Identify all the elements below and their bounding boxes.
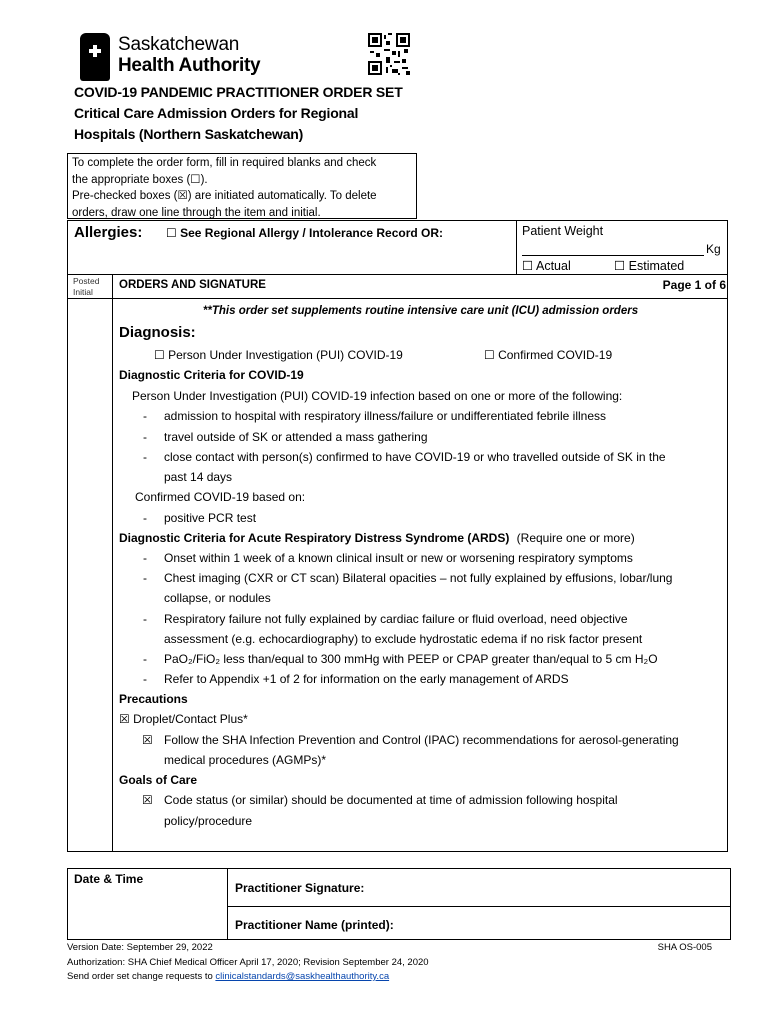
pui-checkbox[interactable]: ☐ Person Under Investigation (PUI) COVID-19 xyxy=(154,348,403,362)
allergies-label: Allergies: xyxy=(74,224,143,241)
instructions-box xyxy=(67,153,417,219)
bullet-dash: - xyxy=(143,612,147,626)
pui-item-cont: past 14 days xyxy=(164,470,233,484)
orders-header: ORDERS AND SIGNATURE xyxy=(119,279,266,291)
posted-label: Posted xyxy=(73,276,100,286)
divider xyxy=(227,906,731,907)
ards-item: Chest imaging (CXR or CT scan) Bilateral opacities – not fully explained by effusions, lobar/lung xyxy=(164,571,673,585)
initial-label: Initial xyxy=(73,287,93,297)
ards-item-cont: collapse, or nodules xyxy=(164,591,271,605)
ards-heading-line xyxy=(119,528,635,548)
confirmed-checkbox[interactable]: ☐ Confirmed COVID-19 xyxy=(484,348,613,362)
ards-item: Respiratory failure not fully explained by cardiac failure or fluid overload, need objective xyxy=(164,612,628,626)
instruction-line: Pre-checked boxes (☒) are initiated automatically. To delete xyxy=(72,190,377,202)
pui-item: admission to hospital with respiratory illness/failure or undifferentiated febrile illness xyxy=(164,409,606,423)
send-requests xyxy=(67,971,389,983)
date-time-field[interactable]: Date & Time xyxy=(74,872,144,886)
version-date: Version Date: September 29, 2022 xyxy=(67,942,213,953)
patient-weight-label: Patient Weight xyxy=(522,224,604,238)
instruction-line: orders, draw one line through the item and initial. xyxy=(72,206,321,219)
ards-item: PaO₂/FiO₂ less than/equal to 300 mmHg with PEEP or CPAP greater than/equal to 5 cm H₂O xyxy=(164,652,658,666)
sha-logo-icon xyxy=(80,33,110,81)
pui-intro: Person Under Investigation (PUI) COVID-19 infection based on one or more of the following: xyxy=(132,389,623,403)
divider xyxy=(227,868,228,940)
bullet-dash: - xyxy=(143,430,147,444)
code-status-text-cont: policy/procedure xyxy=(164,814,253,828)
confirmed-intro: Confirmed COVID-19 based on: xyxy=(135,490,306,504)
bullet-dash: - xyxy=(143,672,147,686)
practitioner-name-field[interactable]: Practitioner Name (printed): xyxy=(235,918,394,932)
pui-item: travel outside of SK or attended a mass gathering xyxy=(164,430,428,444)
bullet-dash: - xyxy=(143,571,147,585)
signature-box xyxy=(67,868,731,940)
supplement-note: **This order set supplements routine intensive care unit (ICU) admission orders xyxy=(202,305,639,317)
ards-note: (Require one or more) xyxy=(516,531,635,545)
precautions-heading: Precautions xyxy=(119,692,188,706)
page-indicator: Page 1 of 6 xyxy=(662,278,726,292)
practitioner-signature-field[interactable]: Practitioner Signature: xyxy=(235,881,365,895)
weight-estimated-checkbox[interactable]: ☐ Estimated xyxy=(614,259,685,273)
ards-item: Onset within 1 week of a known clinical insult or new or worsening respiratory symptoms xyxy=(164,551,633,565)
ards-item-cont: assessment (e.g. echocardiography) to exclude hydrostatic edema if no risk factor present xyxy=(164,632,643,646)
pui-item: close contact with person(s) confirmed to have COVID-19 or who travelled outside of SK in the xyxy=(164,450,666,464)
divider xyxy=(112,274,113,852)
criteria-heading: Diagnostic Criteria for COVID-19 xyxy=(119,368,304,382)
patient-weight-field[interactable] xyxy=(522,255,704,256)
brand-line-2: Health Authority xyxy=(118,55,261,76)
qr-code-icon xyxy=(368,33,410,75)
diagnosis-heading: Diagnosis: xyxy=(119,324,196,341)
divider xyxy=(516,220,517,274)
brand-line-1: Saskatchewan xyxy=(118,34,240,55)
ipac-text-cont: medical procedures (AGMPs)* xyxy=(164,753,327,767)
ards-item: Refer to Appendix +1 of 2 for information on the early management of ARDS xyxy=(164,672,569,686)
goals-heading: Goals of Care xyxy=(119,773,198,787)
send-prefix: Send order set change requests to xyxy=(67,971,216,982)
droplet-contact-checkbox[interactable]: ☒ Droplet/Contact Plus* xyxy=(119,712,248,726)
authorization: Authorization: SHA Chief Medical Officer April 17, 2020; Revision September 24, 2020 xyxy=(67,957,429,968)
form-title: COVID-19 PANDEMIC PRACTITIONER ORDER SET xyxy=(74,84,403,100)
ipac-text: Follow the SHA Infection Prevention and Control (IPAC) recommendations for aerosol-generating xyxy=(164,733,679,747)
ards-heading: Diagnostic Criteria for Acute Respiratory Distress Syndrome (ARDS) xyxy=(119,531,510,545)
email-link[interactable]: clinicalstandards@saskhealthauthority.ca xyxy=(215,971,390,982)
bullet-dash: - xyxy=(143,551,147,565)
bullet-dash: - xyxy=(143,409,147,423)
ipac-checkbox[interactable]: ☒ xyxy=(142,733,153,747)
divider xyxy=(67,298,728,299)
posted-initial-header xyxy=(73,276,99,298)
allergy-record-checkbox[interactable]: ☐ See Regional Allergy / Intolerance Record OR: xyxy=(166,226,444,240)
bullet-dash: - xyxy=(143,450,147,464)
code-status-text: Code status (or similar) should be documented at time of admission following hospital xyxy=(164,793,618,807)
bullet-dash: - xyxy=(143,511,147,525)
form-subtitle-1: Critical Care Admission Orders for Regional xyxy=(74,105,359,121)
weight-unit: Kg xyxy=(706,242,721,256)
instruction-line: To complete the order form, fill in required blanks and check xyxy=(72,157,377,169)
code-status-checkbox[interactable]: ☒ xyxy=(142,793,153,807)
confirmed-item: positive PCR test xyxy=(164,511,257,525)
bullet-dash: - xyxy=(143,652,147,666)
weight-actual-checkbox[interactable]: ☐ Actual xyxy=(522,259,571,273)
form-subtitle-2: Hospitals (Northern Saskatchewan) xyxy=(74,126,304,142)
instruction-line: the appropriate boxes (☐). xyxy=(72,173,208,186)
form-code: SHA OS-005 xyxy=(657,942,712,953)
